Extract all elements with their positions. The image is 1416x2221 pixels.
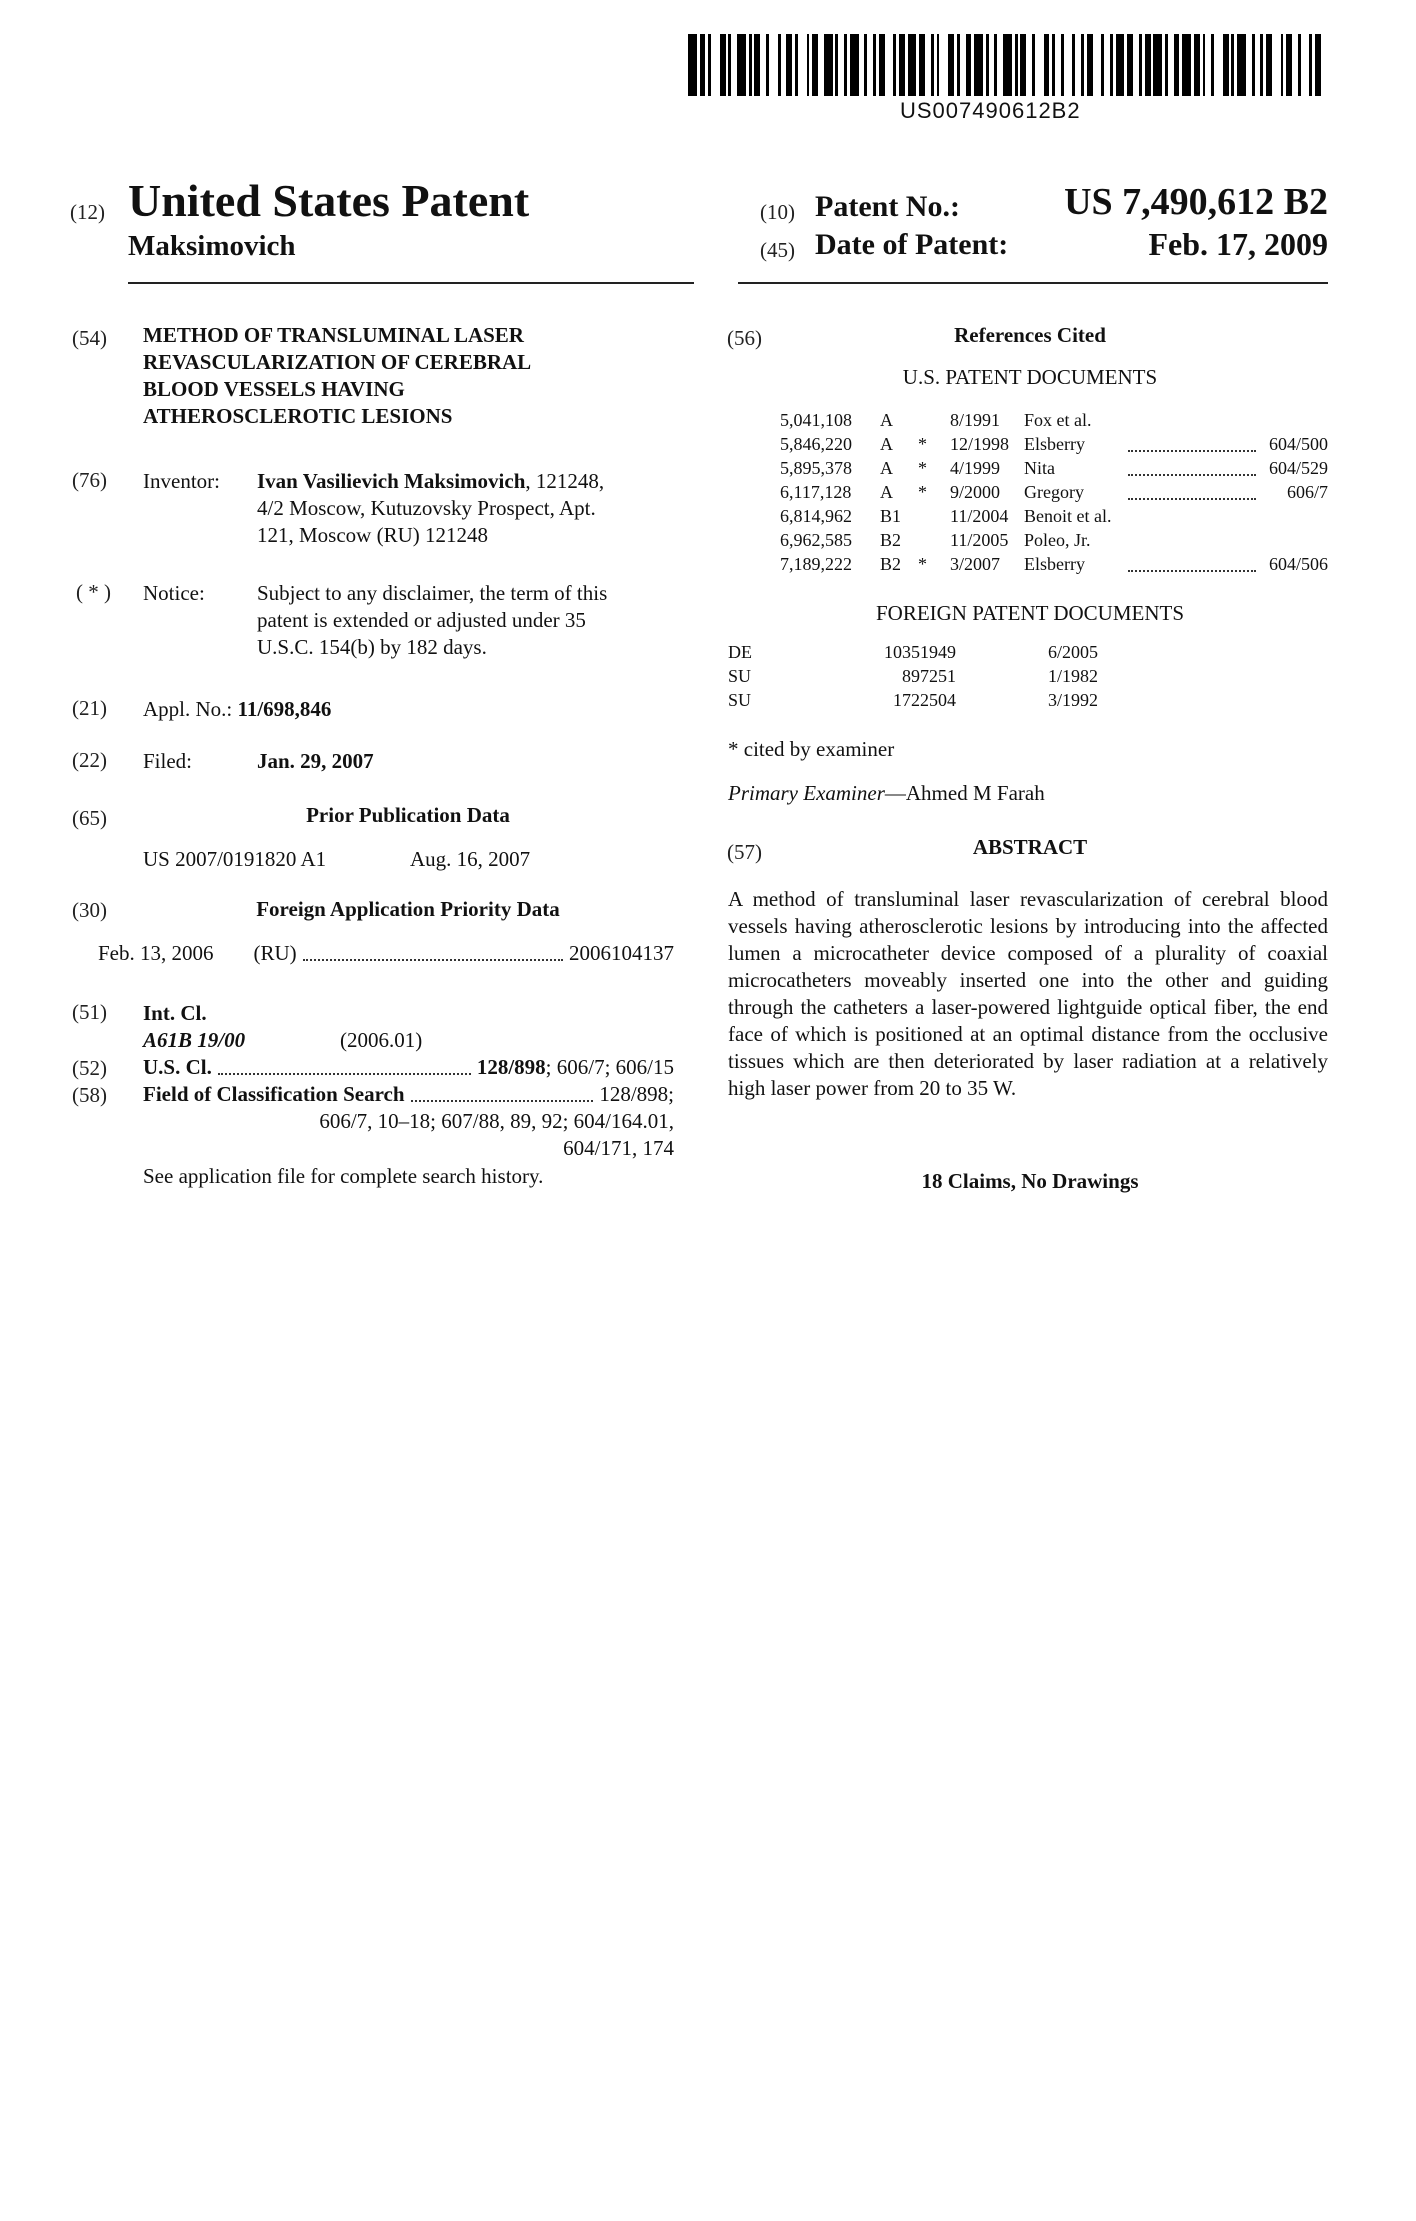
intcl-version: (2006.01) (340, 1028, 423, 1052)
abstract-text: A method of transluminal laser revascularization of cerebral blood vessels having atherosclerotic lesions by introducing into the affected lumen a microcatheter device composed of a plurality of coaxial microcatheters moveably inserted one into the other and guiding through the catheters a laser-powered lightguide optical fiber, the end face of which is positioned at an optimal distance from the occlusive tissues which are then deteriorated by laser radiation at a relatively high laser power from 20 to 35 W. (728, 887, 1328, 1100)
filed-label: Filed: (143, 749, 193, 773)
inventor-address: 121, Moscow (RU) 121248 (257, 523, 488, 547)
refs-code: (56) (727, 326, 762, 350)
ref-kind: A (880, 410, 893, 430)
ref-number: 6,117,128 (780, 482, 852, 502)
foreign-reference-row (728, 642, 1208, 666)
inventor-block (257, 468, 677, 549)
ref-name: Benoit et al. (1024, 506, 1112, 526)
prior-heading: Prior Publication Data (306, 803, 510, 827)
us-reference-row (728, 458, 1328, 482)
barcode-number: US007490612B2 (900, 98, 1081, 123)
notice-line: Subject to any disclaimer, the term of this (257, 581, 608, 605)
ref-number: 5,895,378 (780, 458, 852, 478)
ref-class: 606/7 (1286, 482, 1328, 502)
patent-title-heading: United States Patent (128, 175, 530, 226)
foreign-heading: Foreign Application Priority Data (256, 897, 560, 921)
ref-date: 9/2000 (950, 482, 1001, 502)
ref-number: 1722504 (893, 690, 956, 710)
abstract-code: (57) (727, 840, 762, 864)
ref-number: 5,846,220 (780, 434, 852, 454)
field-note: See application file for complete search history. (143, 1164, 544, 1188)
foreign-priority-country: (RU) (253, 941, 297, 965)
ref-name: Fox et al. (1024, 410, 1092, 430)
ref-name: Elsberry (1024, 554, 1085, 574)
us-reference-row (728, 434, 1328, 458)
ref-cited-mark: * (918, 458, 927, 478)
ref-date: 11/2004 (950, 506, 1009, 526)
ref-date: 12/1998 (950, 434, 1010, 454)
ref-kind: B1 (880, 506, 902, 526)
ref-name: Poleo, Jr. (1024, 530, 1091, 550)
ref-cited-mark: * (918, 554, 927, 574)
inventor-address: 4/2 Moscow, Kutuzovsky Prospect, Apt. (257, 496, 596, 520)
filed-code: (22) (72, 748, 107, 772)
abstract-heading: ABSTRACT (972, 835, 1088, 859)
patent-number: US 7,490,612 B2 (1064, 181, 1328, 223)
invention-title-line: ATHEROSCLEROTIC LESIONS (143, 404, 453, 428)
ref-date: 3/2007 (950, 554, 1001, 574)
leader-dots (303, 959, 563, 961)
inventor-address: , 121248, (525, 469, 605, 493)
field-continuation (143, 1108, 674, 1162)
title-code: (54) (72, 326, 107, 350)
kind-code: (12) (70, 200, 105, 224)
appl-label: Appl. No.: (143, 697, 233, 721)
us-reference-row (728, 530, 1328, 554)
filed-date: Jan. 29, 2007 (257, 749, 374, 773)
ref-country: SU (728, 666, 752, 686)
examiner-name: —Ahmed M Farah (884, 781, 1045, 805)
ref-date: 4/1999 (950, 458, 1001, 478)
uscl-row (143, 1054, 674, 1081)
notice-text (257, 580, 677, 661)
ref-number: 897251 (902, 666, 956, 686)
patent-no-label: Patent No.: (815, 190, 960, 223)
ref-date: 3/1992 (1048, 690, 1099, 710)
header-rule-left (128, 282, 694, 284)
invention-title (143, 322, 663, 430)
foreign-reference-row (728, 666, 1208, 690)
invention-title-line: METHOD OF TRANSLUMINAL LASER (143, 323, 524, 347)
appl-field (143, 696, 331, 723)
ref-country: SU (728, 690, 752, 710)
foreign-code: (30) (72, 898, 107, 922)
ref-name: Nita (1024, 458, 1055, 478)
date-label: Date of Patent: (815, 228, 1009, 261)
inventor-name: Ivan Vasilievich Maksimovich (257, 469, 526, 493)
foreign-reference-row (728, 690, 1208, 714)
ref-date: 1/1982 (1048, 666, 1099, 686)
ref-class: 604/500 (1268, 434, 1328, 454)
intcl-label: Int. Cl. (143, 1001, 207, 1025)
appl-number: 11/698,846 (237, 697, 332, 721)
inventor-surname: Maksimovich (128, 230, 296, 262)
patent-no-code: (10) (760, 200, 795, 224)
ref-date: 8/1991 (950, 410, 1001, 430)
ref-number: 6,814,962 (780, 506, 852, 526)
ref-name: Elsberry (1024, 434, 1085, 454)
leader-dots (1128, 458, 1256, 476)
leader-dots (218, 1073, 471, 1075)
field-label: Field of Classification Search (143, 1082, 405, 1106)
intcl-class: A61B 19/00 (143, 1028, 246, 1052)
patent-date: Feb. 17, 2009 (1148, 226, 1328, 262)
notice-line: patent is extended or adjusted under 35 (257, 608, 586, 632)
uscl-code: (52) (72, 1056, 107, 1080)
refs-heading: References Cited (954, 323, 1106, 347)
ref-number: 6,962,585 (780, 530, 852, 550)
inventor-code: (76) (72, 468, 107, 492)
appl-code: (21) (72, 696, 107, 720)
ref-date: 6/2005 (1048, 642, 1099, 662)
ref-number: 10351949 (884, 642, 956, 662)
us-refs-heading: U.S. PATENT DOCUMENTS (902, 365, 1158, 389)
foreign-priority-row (98, 940, 674, 967)
ref-kind: A (880, 434, 893, 454)
invention-title-line: REVASCULARIZATION OF CEREBRAL (143, 350, 532, 374)
claims-line: 18 Claims, No Drawings (921, 1169, 1139, 1193)
prior-code: (65) (72, 806, 107, 830)
prior-pub-date: Aug. 16, 2007 (410, 847, 531, 871)
ref-name: Gregory (1024, 482, 1084, 502)
date-code: (45) (760, 238, 795, 262)
field-line: 604/171, 174 (563, 1136, 674, 1160)
uscl-main: 128/898 (476, 1055, 546, 1079)
foreign-references-table (728, 642, 1208, 718)
field-line: 606/7, 10–18; 607/88, 89, 92; 604/164.01, (319, 1109, 674, 1133)
ref-kind: A (880, 458, 893, 478)
field-first: 128/898; (599, 1082, 674, 1106)
cited-note: * cited by examiner (728, 737, 895, 761)
us-reference-row (728, 482, 1328, 506)
ref-cited-mark: * (918, 434, 927, 454)
ref-number: 7,189,222 (780, 554, 852, 574)
us-references-table (728, 410, 1328, 586)
uscl-label: U.S. Cl. (143, 1055, 212, 1079)
us-reference-row (728, 554, 1328, 578)
ref-cited-mark: * (918, 482, 927, 502)
ref-number: 5,041,108 (780, 410, 852, 430)
foreign-refs-heading: FOREIGN PATENT DOCUMENTS (875, 601, 1185, 625)
examiner-label: Primary Examiner (728, 781, 885, 805)
leader-dots (411, 1100, 594, 1102)
prior-pub-number: US 2007/0191820 A1 (143, 847, 327, 871)
barcode (688, 34, 1324, 96)
invention-title-line: BLOOD VESSELS HAVING (143, 377, 405, 401)
ref-kind: B2 (880, 530, 902, 550)
uscl-rest: ; 606/7; 606/15 (545, 1055, 674, 1079)
leader-dots (1128, 554, 1256, 572)
ref-kind: A (880, 482, 893, 502)
leader-dots (1128, 482, 1256, 500)
header-rule-right (738, 282, 1328, 284)
inventor-label: Inventor: (143, 469, 220, 493)
examiner-line (728, 780, 1045, 807)
notice-label: Notice: (143, 581, 205, 605)
us-reference-row (728, 410, 1328, 434)
notice-code: ( * ) (76, 580, 111, 604)
intcl-code: (51) (72, 1000, 107, 1024)
foreign-priority-number: 2006104137 (569, 941, 674, 965)
us-reference-row (728, 506, 1328, 530)
field-row (143, 1081, 674, 1108)
ref-class: 604/529 (1268, 458, 1328, 478)
ref-date: 11/2005 (950, 530, 1009, 550)
foreign-priority-date: Feb. 13, 2006 (98, 941, 214, 965)
notice-line: U.S.C. 154(b) by 182 days. (257, 635, 487, 659)
leader-dots (1128, 434, 1256, 452)
ref-kind: B2 (880, 554, 902, 574)
ref-class: 604/506 (1268, 554, 1328, 574)
ref-country: DE (728, 642, 752, 662)
field-code: (58) (72, 1083, 107, 1107)
